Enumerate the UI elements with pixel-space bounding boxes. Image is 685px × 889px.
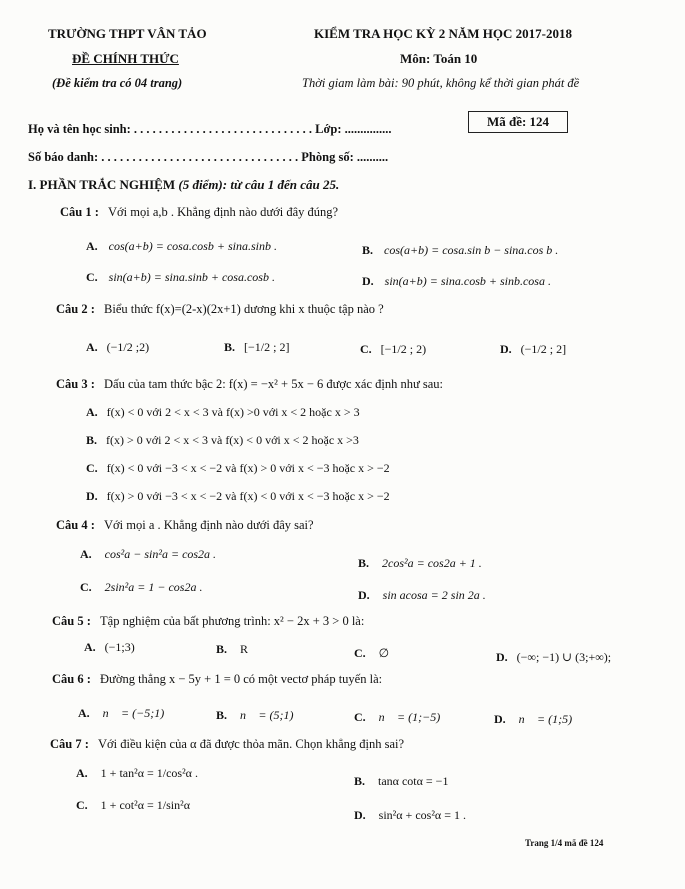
question-text: Với điều kiện của α đã được thỏa mãn. Chọn khẳng định sai? xyxy=(98,737,405,751)
option-letter: C. xyxy=(86,270,98,284)
q1-option-d xyxy=(362,274,551,289)
q3-option-a xyxy=(86,405,360,420)
option-letter: C. xyxy=(354,646,366,660)
q3-option-c xyxy=(86,461,390,476)
q4-option-a xyxy=(80,547,216,562)
option-letter: B. xyxy=(224,340,236,354)
option-letter: B. xyxy=(216,708,228,722)
q2-option-a xyxy=(86,340,149,355)
option-text: f(x) < 0 với 2 < x < 3 và f(x) >0 với x < 2 hoặc x > 3 xyxy=(106,405,360,419)
option-letter: D. xyxy=(354,808,366,822)
question-text: Dấu của tam thức bậc 2: f(x) = −x² + 5x − 6 được xác định như sau: xyxy=(104,377,444,391)
option-text: sin acosa = 2 sin 2a . xyxy=(382,588,486,602)
student-id-line: Số báo danh: . . . . . . . . . . . . . . . . . . . . . . . . . . . . . . . . Phòng số: .......... xyxy=(28,150,389,164)
q6-option-c xyxy=(354,710,440,725)
option-text: [−1/2 ; 2) xyxy=(380,342,427,356)
option-letter: A. xyxy=(86,340,98,354)
option-letter: C. xyxy=(86,461,98,475)
official-label: ĐỀ CHÍNH THỨC xyxy=(72,51,179,66)
q5-option-c xyxy=(354,646,389,661)
time-note: Thời giam làm bài: 90 phút, không kể thời gian phát đề xyxy=(302,76,580,90)
q1-option-a xyxy=(86,239,277,254)
q4-option-b xyxy=(358,556,482,571)
q4-option-d xyxy=(358,588,486,603)
question-3 xyxy=(56,377,443,392)
option-letter: C. xyxy=(354,710,366,724)
option-letter: A. xyxy=(86,405,98,419)
q6-option-b xyxy=(216,708,293,723)
question-text: Đường thẳng x − 5y + 1 = 0 có một vectơ pháp tuyến là: xyxy=(100,672,383,686)
option-letter: C. xyxy=(76,798,88,812)
option-letter: B. xyxy=(362,243,374,257)
option-letter: B. xyxy=(358,556,370,570)
school-name: TRƯỜNG THPT VÂN TẢO xyxy=(48,26,207,41)
option-letter: D. xyxy=(494,712,506,726)
q7-option-c xyxy=(76,798,190,813)
option-letter: C. xyxy=(80,580,92,594)
option-text: f(x) < 0 với −3 < x < −2 và f(x) > 0 với x < −3 hoặc x > −2 xyxy=(106,461,390,475)
q7-option-b xyxy=(354,774,448,789)
question-7 xyxy=(50,737,404,752)
option-letter: A. xyxy=(78,706,90,720)
q6-option-a xyxy=(78,706,164,721)
option-text: 2sin²a = 1 − cos2a . xyxy=(104,580,203,594)
question-label: Câu 5 : xyxy=(52,614,91,628)
pages-note: (Đề kiểm tra có 04 trang) xyxy=(52,76,183,90)
option-text: n⃗ = (1;5) xyxy=(518,712,573,726)
option-letter: A. xyxy=(76,766,88,780)
option-letter: D. xyxy=(86,489,98,503)
option-text: 2cos²a = cos2a + 1 . xyxy=(382,556,482,570)
q2-option-c xyxy=(360,342,426,357)
question-label: Câu 6 : xyxy=(52,672,91,686)
q2-option-b xyxy=(224,340,289,355)
option-text: 1 + cot²α = 1/sin²α xyxy=(100,798,190,812)
q3-option-b xyxy=(86,433,359,448)
student-name-line: Họ và tên học sinh: . . . . . . . . . . . . . . . . . . . . . . . . . . . . . Lớp: ............... xyxy=(28,122,392,136)
option-text: ∅ xyxy=(378,646,390,660)
option-letter: D. xyxy=(500,342,512,356)
subject: Môn: Toán 10 xyxy=(400,51,478,66)
question-2 xyxy=(56,302,384,317)
q5-option-a xyxy=(84,640,135,655)
option-text: (−1;3) xyxy=(104,640,135,654)
option-text: sin(a+b) = sina.sinb + cosa.cosb . xyxy=(108,270,275,284)
option-text: n⃗ = (1;−5) xyxy=(378,710,441,724)
option-letter: B. xyxy=(354,774,366,788)
option-letter: A. xyxy=(86,239,98,253)
question-text: Tập nghiệm của bất phương trình: x² − 2x + 3 > 0 là: xyxy=(100,614,365,628)
q3-option-d xyxy=(86,489,390,504)
option-text: cos²a − sin²a = cos2a . xyxy=(104,547,217,561)
option-text: R xyxy=(240,642,249,656)
question-6 xyxy=(52,672,382,687)
option-letter: A. xyxy=(80,547,92,561)
option-text: (−1/2 ; 2] xyxy=(520,342,567,356)
q5-option-d xyxy=(496,650,611,665)
option-text: sin²α + cos²α = 1 . xyxy=(378,808,466,822)
section-note: (5 điểm): từ câu 1 đến câu 25. xyxy=(178,177,340,192)
exam-title: KIỂM TRA HỌC KỲ 2 NĂM HỌC 2017-2018 xyxy=(314,26,572,41)
q1-option-c xyxy=(86,270,275,285)
question-label: Câu 2 : xyxy=(56,302,95,316)
exam-code-box: Mã đề: 124 xyxy=(468,111,568,133)
option-text: cos(a+b) = cosa.sin b − sina.cos b . xyxy=(384,243,559,257)
section-title: I. PHẦN TRẮC NGHIỆM xyxy=(28,177,176,192)
q6-option-d xyxy=(494,712,572,727)
question-label: Câu 1 : xyxy=(60,205,99,219)
option-text: n⃗ = (−5;1) xyxy=(102,706,165,720)
option-letter: B. xyxy=(86,433,98,447)
section-heading xyxy=(28,177,339,193)
page-footer: Trang 1/4 mã đề 124 xyxy=(525,838,604,848)
option-text: 1 + tan²α = 1/cos²α . xyxy=(100,766,198,780)
q7-option-a xyxy=(76,766,198,781)
q1-option-b xyxy=(362,243,558,258)
option-text: f(x) > 0 với 2 < x < 3 và f(x) < 0 với x < 2 hoặc x >3 xyxy=(106,433,359,447)
option-letter: D. xyxy=(496,650,508,664)
question-label: Câu 3 : xyxy=(56,377,95,391)
question-label: Câu 4 : xyxy=(56,518,95,532)
q4-option-c xyxy=(80,580,202,595)
q2-option-d xyxy=(500,342,566,357)
question-4 xyxy=(56,518,314,533)
option-letter: B. xyxy=(216,642,228,656)
option-letter: C. xyxy=(360,342,372,356)
option-text: (−∞; −1) ∪ (3;+∞); xyxy=(516,650,612,664)
question-text: Với mọi a . Khẳng định nào dưới đây sai? xyxy=(104,518,314,532)
option-text: (−1/2 ;2) xyxy=(106,340,150,354)
question-label: Câu 7 : xyxy=(50,737,89,751)
option-text: [−1/2 ; 2] xyxy=(244,340,290,354)
question-1 xyxy=(60,205,338,220)
q7-option-d xyxy=(354,808,466,823)
question-5 xyxy=(52,614,364,629)
question-text: Biểu thức f(x)=(2-x)(2x+1) dương khi x thuộc tập nào ? xyxy=(104,302,384,316)
q5-option-b xyxy=(216,642,248,657)
option-text: f(x) > 0 với −3 < x < −2 và f(x) < 0 với x < −3 hoặc x > −2 xyxy=(106,489,390,503)
question-text: Với mọi a,b . Khẳng định nào dưới đây đúng? xyxy=(108,205,339,219)
option-letter: D. xyxy=(362,274,374,288)
option-text: cos(a+b) = cosa.cosb + sina.sinb . xyxy=(108,239,277,253)
option-text: n⃗ = (5;1) xyxy=(240,708,294,722)
option-text: tanα cotα = −1 xyxy=(378,774,449,788)
option-text: sin(a+b) = sina.cosb + sinb.cosa . xyxy=(384,274,551,288)
option-letter: A. xyxy=(84,640,96,654)
option-letter: D. xyxy=(358,588,370,602)
